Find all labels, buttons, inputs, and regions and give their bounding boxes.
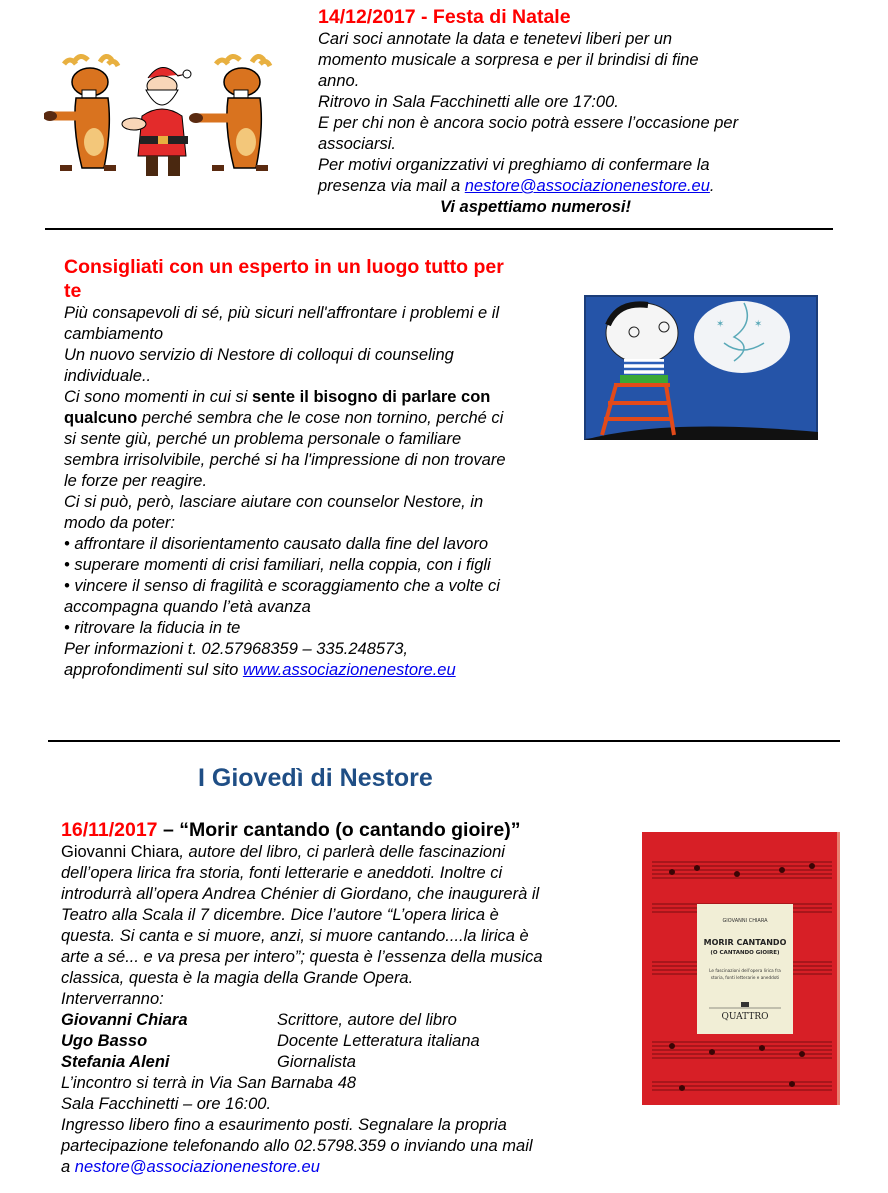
event-title: “Morir cantando (o cantando gioire)” bbox=[179, 819, 521, 841]
counseling-line: individuale.. bbox=[64, 367, 152, 385]
need-bold-2: qualcuno bbox=[64, 409, 138, 427]
event-line: classica, questa è la magia della Grande Opera. bbox=[61, 969, 414, 987]
event-line: L’incontro si terrà in Via San Barnaba 48 bbox=[61, 1074, 357, 1092]
event-line: Sala Facchinetti – ore 16:00. bbox=[61, 1095, 272, 1113]
event-email-line bbox=[61, 1157, 621, 1178]
counseling-line: sembra irrisolvibile, perché si ha l'impressione di non trovare bbox=[64, 451, 506, 469]
christmas-email-line bbox=[318, 176, 838, 197]
counseling-line: modo da poter: bbox=[64, 514, 175, 532]
counseling-line: Un nuovo servizio di Nestore di colloqui di counseling bbox=[64, 346, 454, 364]
santa bbox=[122, 67, 191, 176]
event-line: questa. Si canta e si muore, anzi, si muore cantando....la lirica è bbox=[61, 927, 529, 945]
christmas-line: anno. bbox=[318, 72, 360, 90]
event-line: Teatro alla Scala il 7 dicembre. Dice l’autore “L’opera lirica è bbox=[61, 906, 499, 924]
speaker-role: Docente Letteratura italiana bbox=[277, 1032, 480, 1050]
book-desc: storia, fonti letterarie e aneddoti bbox=[710, 975, 780, 980]
event-line: Ingresso libero fino a esaurimento posti. Segnalare la propria bbox=[61, 1116, 507, 1134]
event-date: 16/11/2017 bbox=[61, 819, 158, 841]
speaker-name: Stefania Aleni bbox=[61, 1053, 170, 1071]
child-moon-illustration bbox=[584, 295, 818, 440]
santa-reindeer-illustration bbox=[44, 52, 280, 184]
email-prefix: a bbox=[61, 1158, 75, 1176]
email-prefix: presenza via mail a bbox=[318, 177, 465, 195]
christmas-line: E per chi non è ancora socio potrà essere l’occasione per bbox=[318, 114, 739, 132]
speaker-row bbox=[61, 1031, 621, 1052]
counseling-contact: Per informazioni t. 02.57968359 – 335.248573, bbox=[64, 640, 409, 658]
book-author: GIOVANNI CHIARA bbox=[722, 918, 768, 924]
santa-reindeer-icon bbox=[44, 52, 280, 184]
speaker-role: Scrittore, autore del libro bbox=[277, 1011, 457, 1029]
need-rest: perché sembra che le cose non tornino, perché ci bbox=[137, 409, 504, 427]
svg-text:✶: ✶ bbox=[754, 319, 763, 330]
book-desc: Le fascinazioni dell’opera lirica fra bbox=[709, 968, 781, 973]
event-intro bbox=[61, 842, 621, 863]
christmas-title: 14/12/2017 - Festa di Natale bbox=[318, 6, 571, 28]
intro-rest: , autore del libro, ci parlerà delle fascinazioni bbox=[179, 843, 505, 861]
email-suffix: . bbox=[709, 177, 715, 195]
book-cover-icon bbox=[642, 832, 840, 1105]
section-title: I Giovedì di Nestore bbox=[198, 764, 433, 792]
christmas-line: Ritrovo in Sala Facchinetti alle ore 17:00. bbox=[318, 93, 619, 111]
counseling-bullet: • affrontare il disorientamento causato dalla fine del lavoro bbox=[64, 535, 489, 553]
counseling-line: si sente giù, perché un problema personale o familiare bbox=[64, 430, 462, 448]
christmas-closing: Vi aspettiamo numerosi! bbox=[439, 198, 631, 216]
counseling-site-line bbox=[64, 660, 564, 681]
counseling-bullet: • superare momenti di crisi familiari, nella coppia, con i figli bbox=[64, 556, 491, 574]
counseling-line: Ci si può, però, lasciare aiutare con counselor Nestore, in bbox=[64, 493, 484, 511]
counseling-need-line bbox=[64, 387, 564, 408]
book-cover bbox=[642, 832, 840, 1105]
counseling-bullet: • vincere il senso di fragilità e scoraggiamento che a volte ci bbox=[64, 577, 500, 595]
counseling-bullet: • ritrovare la fiducia in te bbox=[64, 619, 241, 637]
christmas-line: associarsi. bbox=[318, 135, 396, 153]
reindeer-left bbox=[44, 56, 118, 168]
need-prefix: Ci sono momenti in cui si bbox=[64, 388, 252, 406]
speaker-name: Ugo Basso bbox=[61, 1032, 148, 1050]
child-moon-icon bbox=[584, 295, 818, 440]
reindeer-right bbox=[189, 56, 270, 168]
christmas-email-link[interactable]: nestore@associazionenestore.eu bbox=[464, 177, 710, 195]
event-line: Interverranno: bbox=[61, 990, 164, 1008]
event-email-link[interactable]: nestore@associazionenestore.eu bbox=[74, 1158, 320, 1176]
event-heading bbox=[61, 818, 621, 842]
site-prefix: approfondimenti sul sito bbox=[64, 661, 243, 679]
speaker-row bbox=[61, 1052, 621, 1073]
christmas-event bbox=[318, 5, 838, 218]
counseling-line: cambiamento bbox=[64, 325, 164, 343]
christmas-line: Cari soci annotate la data e tenetevi liberi per un bbox=[318, 30, 673, 48]
event-line: arte a sé... e va presa per intero”; questa è l’essenza della musica bbox=[61, 948, 543, 966]
book-publisher: QUATTRO bbox=[721, 1012, 769, 1022]
counseling-title-line: Consigliati con un esperto in un luogo tutto per bbox=[64, 256, 504, 278]
counseling-title bbox=[64, 255, 564, 303]
need-bold: sente il bisogno di parlare con bbox=[252, 388, 491, 406]
book-title: MORIR CANTANDO bbox=[703, 938, 787, 947]
website-link[interactable]: www.associazionenestore.eu bbox=[242, 661, 456, 679]
event-sep: – bbox=[157, 819, 180, 841]
divider bbox=[48, 740, 840, 742]
event-line: partecipazione telefonando allo 02.5798.359 o inviando una mail bbox=[61, 1137, 533, 1155]
giovedi-event bbox=[61, 818, 621, 1178]
svg-text:✶: ✶ bbox=[716, 319, 725, 330]
speaker-name: Giovanni Chiara bbox=[61, 1011, 188, 1029]
counseling-line: accompagna quando l’età avanza bbox=[64, 598, 311, 616]
speaker-role: Giornalista bbox=[277, 1053, 356, 1071]
event-line: dell’opera lirica fra storia, fonti letterarie e aneddoti. Inoltre ci bbox=[61, 864, 503, 882]
counseling-section bbox=[64, 255, 564, 681]
event-line: introdurrà all’opera Andrea Chénier di Giordano, che inaugurerà il bbox=[61, 885, 540, 903]
counseling-line: le forze per reagire. bbox=[64, 472, 208, 490]
counseling-line: Più consapevoli di sé, più sicuri nell'affrontare i problemi e il bbox=[64, 304, 500, 322]
christmas-line: momento musicale a sorpresa e per il brindisi di fine bbox=[318, 51, 699, 69]
speaker-row bbox=[61, 1010, 621, 1031]
counseling-need-line-2 bbox=[64, 408, 564, 429]
counseling-title-line: te bbox=[64, 280, 82, 302]
intro-name: Giovanni Chiara bbox=[61, 843, 180, 861]
book-subtitle: (O CANTANDO GIOIRE) bbox=[710, 950, 780, 956]
christmas-line: Per motivi organizzativi vi preghiamo di confermare la bbox=[318, 156, 710, 174]
divider bbox=[45, 228, 833, 230]
